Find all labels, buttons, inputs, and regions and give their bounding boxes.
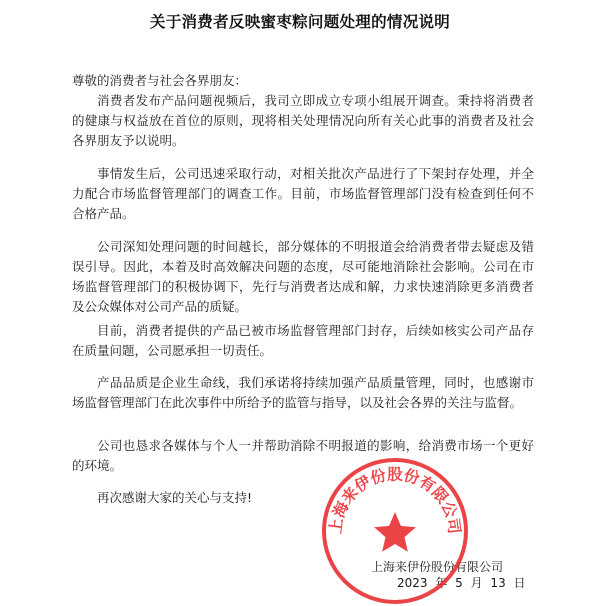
paragraph-media-request: 公司也恳求各媒体与个人一并帮助消除不明报道的影响，给消费市场一个更好的环境。 (72, 438, 534, 473)
paragraph-quality-commitment: 产品品质是企业生命线，我们承诺将持续加强产品质量管理，同时，也感谢市场监督管理部门在此次事件中所给予的监管与指导，以及社会各界的关注与监督。 (72, 375, 534, 410)
document-title: 关于消费者反映蜜枣粽问题处理的情况说明 (149, 13, 451, 31)
seal-arc-text: 上海来伊份股份有限公司 (326, 465, 464, 535)
greeting: 尊敬的消费者与社会各界朋友： (72, 73, 248, 88)
company-seal-stamp (320, 456, 470, 606)
paragraph-actions: 事情发生后，公司迅速采取行动，对相关批次产品进行了下架封存处理，并全力配合市场监督管理部门的调查工作。目前，市场监督管理部门没有检查到任何不合格产品。 (72, 166, 534, 221)
signature-company: 上海来伊份股份有限公司 (371, 560, 504, 574)
closing-thanks: 再次感谢大家的关心与支持! (97, 490, 253, 505)
seal-star-icon (374, 512, 416, 552)
paragraph-investigation: 消费者发布产品问题视频后，我司立即成立专项小组展开调查。秉持将消费者的健康与权益放在首位的原则，现将相关处理情况向所有关心此事的消费者及社会各界朋友予以说明。 (72, 93, 534, 148)
paragraph-sealed-products: 目前，消费者提供的产品已被市场监督管理部门封存，后续如核实公司产品存在质量问题，公司愿承担一切责任。 (72, 323, 534, 358)
paragraph-settlement: 公司深知处理问题的时间越长，部分媒体的不明报道会给消费者带去疑虑及错误引导。因此，本着及时高效解决问题的态度，尽可能地消除社会影响。公司在市场监督管理部门的积极协调下，先行与消费者达成和解，力求快速消除更多消费者及公众媒体对公司产品的质疑。 (72, 239, 534, 314)
signature-date: 2023 年 5 月 13 日 (397, 576, 526, 590)
